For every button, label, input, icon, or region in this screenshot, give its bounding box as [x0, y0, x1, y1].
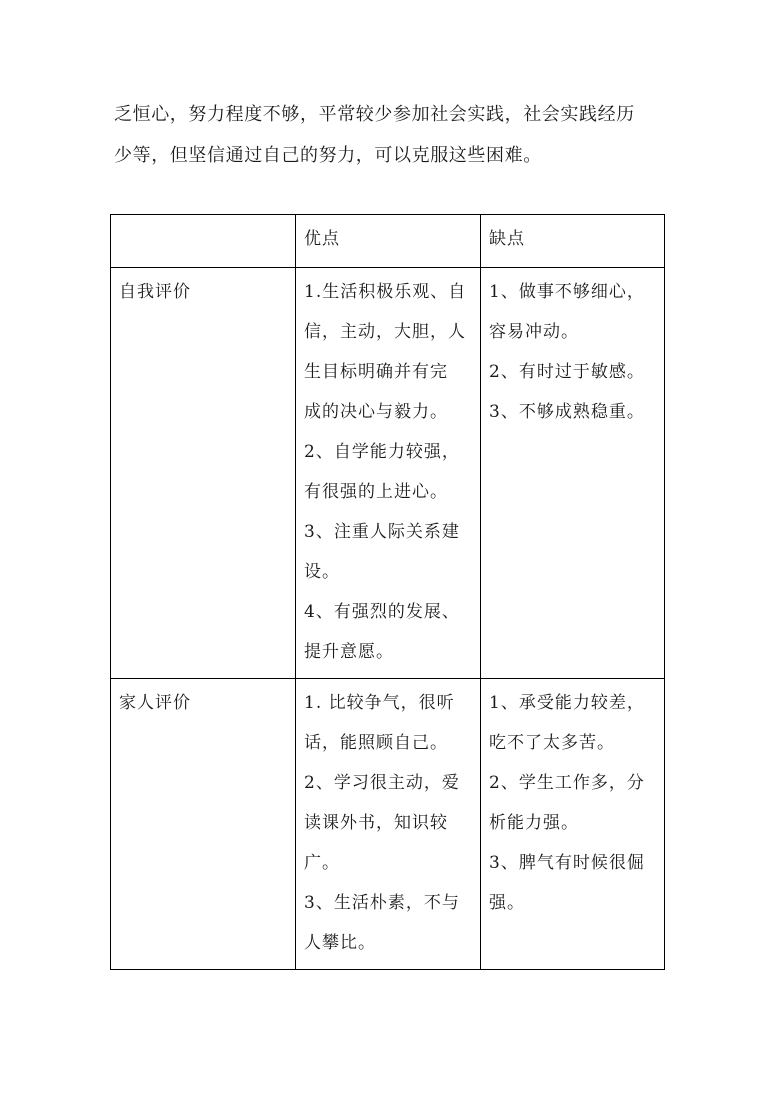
family-pros-line: 广。	[304, 853, 340, 873]
table-header-row	[111, 215, 665, 268]
self-pros-line: 4、有强烈的发展、	[304, 602, 460, 622]
family-cons-line: 3、脾气有时候很倔	[489, 853, 645, 873]
self-cons-cell	[481, 268, 665, 679]
self-cons-line: 容易冲动。	[489, 322, 579, 342]
self-cons-line: 1、做事不够细心，	[489, 282, 645, 302]
family-cons-line: 强。	[489, 893, 525, 913]
self-pros-line: 提升意愿。	[304, 642, 394, 662]
header-cell-empty	[111, 215, 296, 268]
self-pros-line: 1.生活积极乐观、自	[304, 282, 467, 302]
paragraph-line-1: 乏恒心，努力程度不够，平常较少参加社会实践，社会实践经历	[114, 104, 635, 125]
family-pros-line: 2、学习很主动，爱	[304, 773, 460, 793]
family-cons-line: 2、学生工作多，分	[489, 773, 645, 793]
header-cell-pros: 优点	[296, 215, 481, 268]
self-pros-line: 设。	[304, 562, 340, 582]
self-pros-line: 成的决心与毅力。	[304, 402, 448, 422]
family-cons-line: 析能力强。	[489, 813, 579, 833]
paragraph-line-2: 少等，但坚信通过自己的努力，可以克服这些困难。	[114, 145, 542, 166]
self-pros-cell	[296, 268, 481, 679]
family-pros-line: 人攀比。	[304, 933, 376, 953]
self-pros-line: 有很强的上进心。	[304, 482, 448, 502]
table-row-family-evaluation	[111, 679, 665, 970]
self-pros-line: 3、注重人际关系建	[304, 522, 460, 542]
family-cons-cell	[481, 679, 665, 970]
family-cons-line: 1、承受能力较差，	[489, 693, 645, 713]
family-pros-line: 3、生活朴素，不与	[304, 893, 460, 913]
family-cons-line: 吃不了太多苦。	[489, 733, 615, 753]
family-pros-line: 读课外书，知识较	[304, 813, 448, 833]
row-label-self: 自我评价	[111, 268, 296, 679]
self-pros-line: 信，主动，大胆，人	[304, 322, 466, 342]
self-cons-line: 2、有时过于敏感。	[489, 362, 645, 382]
self-pros-line: 生目标明确并有完	[304, 362, 448, 382]
self-pros-line: 2、自学能力较强，	[304, 442, 460, 462]
row-label-family: 家人评价	[111, 679, 296, 970]
table-row-self-evaluation	[111, 268, 665, 679]
family-pros-line: 1. 比较争气，很听	[304, 693, 455, 713]
family-pros-line: 话，能照顾自己。	[304, 733, 448, 753]
family-pros-cell	[296, 679, 481, 970]
header-cell-cons: 缺点	[481, 215, 665, 268]
evaluation-table	[110, 214, 665, 970]
self-cons-line: 3、不够成熟稳重。	[489, 402, 645, 422]
